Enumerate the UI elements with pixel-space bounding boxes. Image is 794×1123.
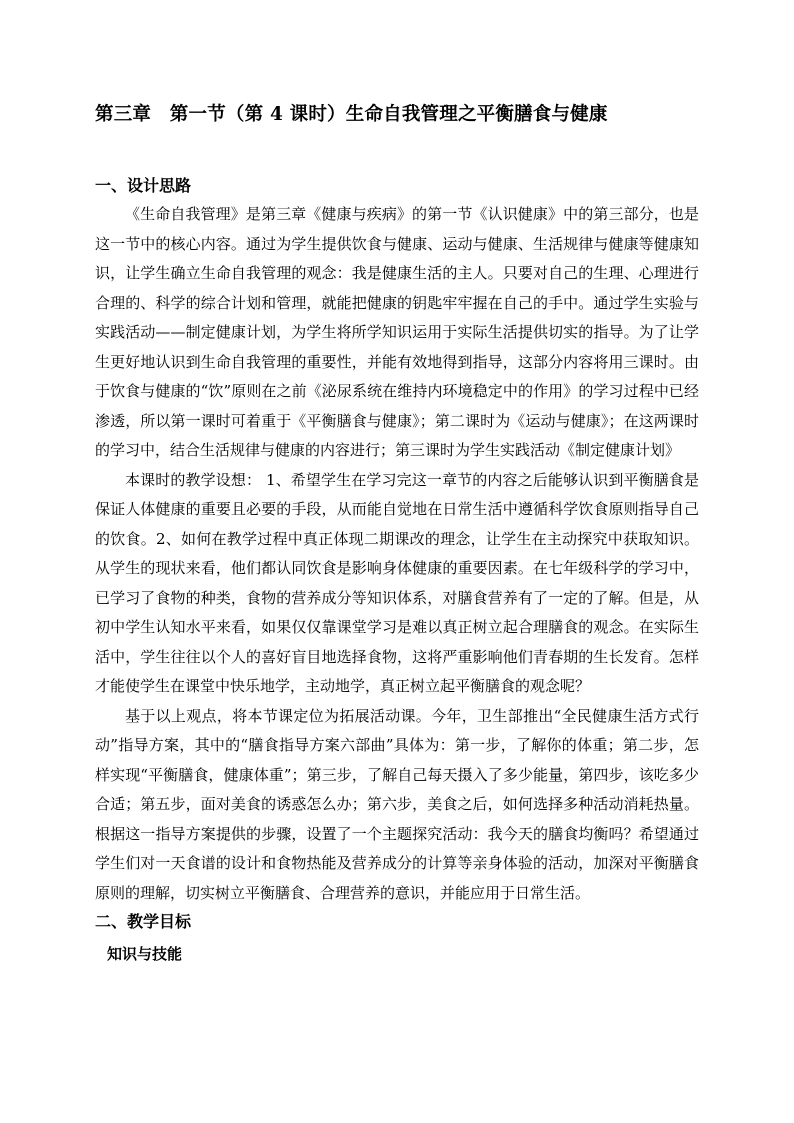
paragraph-design-overview: 《生命自我管理》是第三章《健康与疾病》的第一节《认识健康》中的第三部分，也是这一节中的核心内容。通过为学生提供饮食与健康、运动与健康、生活规律与健康等健康知识，让学生确立生命自我管理的观念：我是健康生活的主人。只要对自己的生理、心理进行合理的、科学的综合计划和管理，就能把健康的钥匙牢牢握在自己的手中。通过学生实验与实践活动——制定健康计划，为学生将所学知识运用于实际生活提供切实的指导。为了让学生更好地认识到生命自我管理的重要性，并能有效地得到指导，这部分内容将用三课时。由于饮食与健康的“饮”原则在之前《泌尿系统在维持内环境稳定中的作用》的学习过程中已经渗透，所以第一课时可着重于《平衡膳食与健康》；第二课时为《运动与健康》；在这两课时的学习中，结合生活规律与健康的内容进行；第三课时为学生实践活动《制定健康计划》 bbox=[95, 205, 699, 459]
paragraph-teaching-concept: 本课时的教学设想： 1、希望学生在学习完这一章节的内容之后能够认识到平衡膳食是保证人体健康的重要且必要的手段，从而能自觉地在日常生活中遵循科学饮食原则指导自己的饮食。2、如何在教学过程中真正体现二期课改的理念，让学生在主动探究中获取知识。从学生的现状来看，他们都认同饮食是影响身体健康的重要因素。在七年级科学的学习中，已学习了食物的种类，食物的营养成分等知识体系，对膳食营养有了一定的了解。但是，从初中学生认知水平来看，如果仅仅靠课堂学习是难以真正树立起合理膳食的观念。在实际生活中，学生往往以个人的喜好盲目地选择食物，这将严重影响他们青春期的生长发育。怎样才能使学生在课堂中快乐地学，主动地学，真正树立起平衡膳食的观念呢？ bbox=[95, 470, 699, 695]
document-page bbox=[95, 92, 699, 968]
document-title: 第三章 第一节（第 4 课时）生命自我管理之平衡膳食与健康 bbox=[95, 104, 608, 125]
section-heading-objectives: 二、教学目标 bbox=[95, 912, 192, 931]
section-heading-design: 一、设计思路 bbox=[95, 176, 192, 195]
paragraph-activity-design: 基于以上观点，将本节课定位为拓展活动课。今年，卫生部推出“全民健康生活方式行动”指导方案，其中的“膳食指导方案六部曲”具体为：第一步，了解你的体重；第二步，怎样实现“平衡膳食，健康体重”；第三步，了解自己每天摄入了多少能量，第四步，该吃多少合适；第五步，面对美食的诱惑怎么办；第六步，美食之后，如何选择多种活动消耗热量。根据这一指导方案提供的步骤，设置了一个主题探究活动：我今天的膳食均衡吗？希望通过学生们对一天食谱的设计和食物热能及营养成分的计算等亲身体验的活动，加深对平衡膳食原则的理解，切实树立平衡膳食、合理营养的意识，并能应用于日常生活。 bbox=[95, 706, 699, 902]
subheading-knowledge-skills: 知识与技能 bbox=[107, 945, 183, 963]
